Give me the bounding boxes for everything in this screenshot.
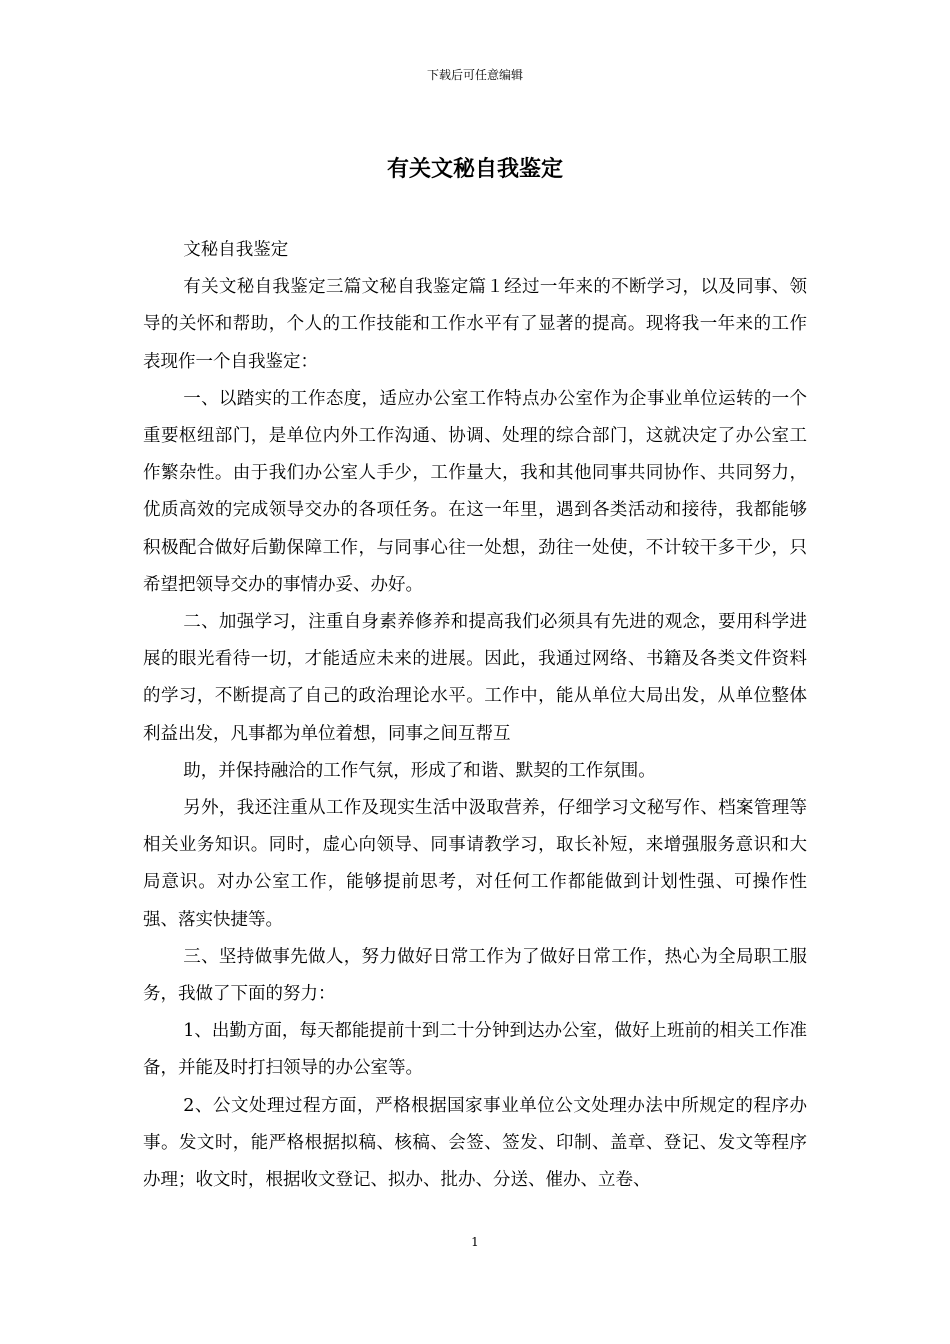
document-title: 有关文秘自我鉴定 (386, 157, 563, 182)
paragraph-subtitle: 文秘自我鉴定 (183, 240, 289, 260)
paragraph-section-three: 三、坚持做事先做人，努力做好日常工作为了做好日常工作，热心为全局职工服务，我做了下面的努力： (143, 946, 807, 1005)
paragraph-item-one: 1、出勤方面，每天都能提前十到二十分钟到达办公室，做好上班前的相关工作准备，并能及时打扫领导的办公室等。 (143, 1021, 807, 1079)
paragraph-item-two: 2、公文处理过程方面，严格根据国家事业单位公文处理办法中所规定的程序办事。发文时，能严格根据拟稿、核稿、会签、签发、印制、盖章、登记、发文等程序办理；收文时，根据收文登记、拟办、批办、分送、催办、立卷、 (143, 1095, 807, 1191)
paragraph-section-two: 二、加强学习，注重自身素养修养和提高我们必须具有先进的观念，要用科学进展的眼光看待一切，才能适应未来的进展。因此，我通过网络、书籍及各类文件资料的学习，不断提高了自己的政治理论水平。工作中，能从单位大局出发，从单位整体利益出发，凡事都为单位着想，同事之间互帮互 (143, 612, 807, 744)
paragraph-additional: 另外，我还注重从工作及现实生活中汲取营养，仔细学习文秘写作、档案管理等相关业务知识。同时，虚心向领导、同事请教学习，取长补短，来增强服务意识和大局意识。对办公室工作，能够提前思考，对任何工作都能做到计划性强、可操作性强、落实快捷等。 (143, 798, 807, 930)
paragraph-section-two-cont: 助，并保持融洽的工作气氛，形成了和谐、默契的工作氛围。 (183, 760, 656, 781)
page-number: 1 (471, 1235, 479, 1249)
paragraph-intro: 有关文秘自我鉴定三篇文秘自我鉴定篇１经过一年来的不断学习，以及同事、领导的关怀和帮助，个人的工作技能和工作水平有了显著的提高。现将我一年来的工作表现作一个自我鉴定： (143, 277, 807, 372)
document-body (143, 232, 807, 1199)
header-note: 下载后可任意编辑 (426, 68, 523, 82)
paragraph-section-one: 一、以踏实的工作态度，适应办公室工作特点办公室作为企事业单位运转的一个重要枢纽部门，是单位内外工作沟通、协调、处理的综合部门，这就决定了办公室工作繁杂性。由于我们办公室人手少，工作量大，我和其他同事共同协作、共同努力，优质高效的完成领导交办的各项任务。在这一年里，遇到各类活动和接待，我都能够积极配合做好后勤保障工作，与同事心往一处想，劲往一处使，不计较干多干少，只希望把领导交办的事情办妥、办好。 (143, 388, 807, 595)
